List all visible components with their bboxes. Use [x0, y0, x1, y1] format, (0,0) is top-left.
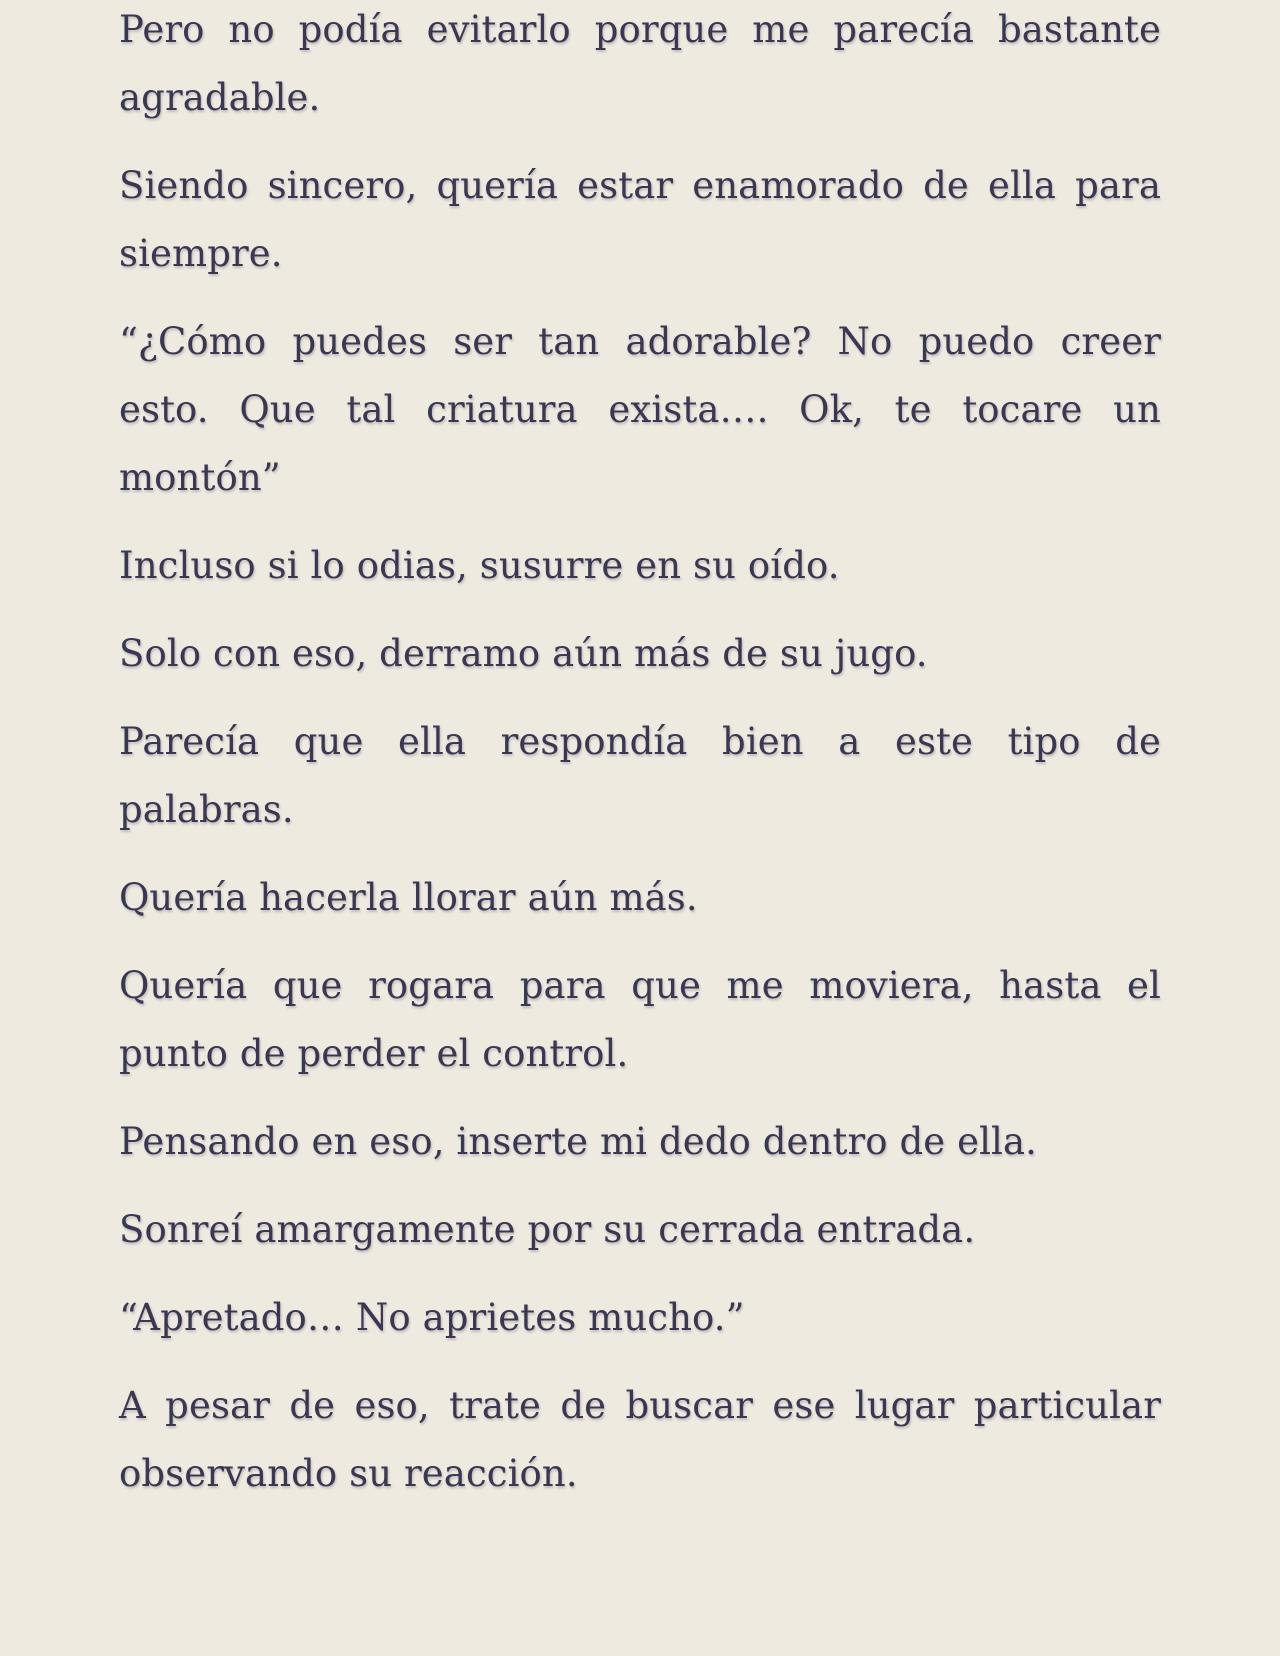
- paragraph: A pesar de eso, trate de buscar ese lugar particular observando su reacción.: [119, 1384, 1161, 1495]
- paragraph: “¿Cómo puedes ser tan adorable? No puedo creer esto. Que tal criatura exista…. Ok, te tocare un montón”: [119, 320, 1161, 499]
- paragraph: “Apretado… No aprietes mucho.”: [119, 1296, 745, 1339]
- paragraph: Quería hacerla llorar aún más.: [119, 876, 698, 919]
- paragraph: Siendo sincero, quería estar enamorado de ella para siempre.: [119, 164, 1161, 275]
- paragraph: Pero no podía evitarlo porque me parecía bastante agradable.: [119, 8, 1161, 119]
- paragraph: Pensando en eso, inserte mi dedo dentro de ella.: [119, 1120, 1038, 1163]
- document-page: [119, 0, 1161, 1656]
- paragraph: Solo con eso, derramo aún más de su jugo.: [119, 632, 928, 675]
- paragraph: Sonreí amargamente por su cerrada entrada.: [119, 1208, 976, 1251]
- paragraph: Parecía que ella respondía bien a este tipo de palabras.: [119, 720, 1161, 831]
- paragraph: Quería que rogara para que me moviera, hasta el punto de perder el control.: [119, 964, 1161, 1075]
- paragraph: Incluso si lo odias, susurre en su oído.: [119, 544, 840, 587]
